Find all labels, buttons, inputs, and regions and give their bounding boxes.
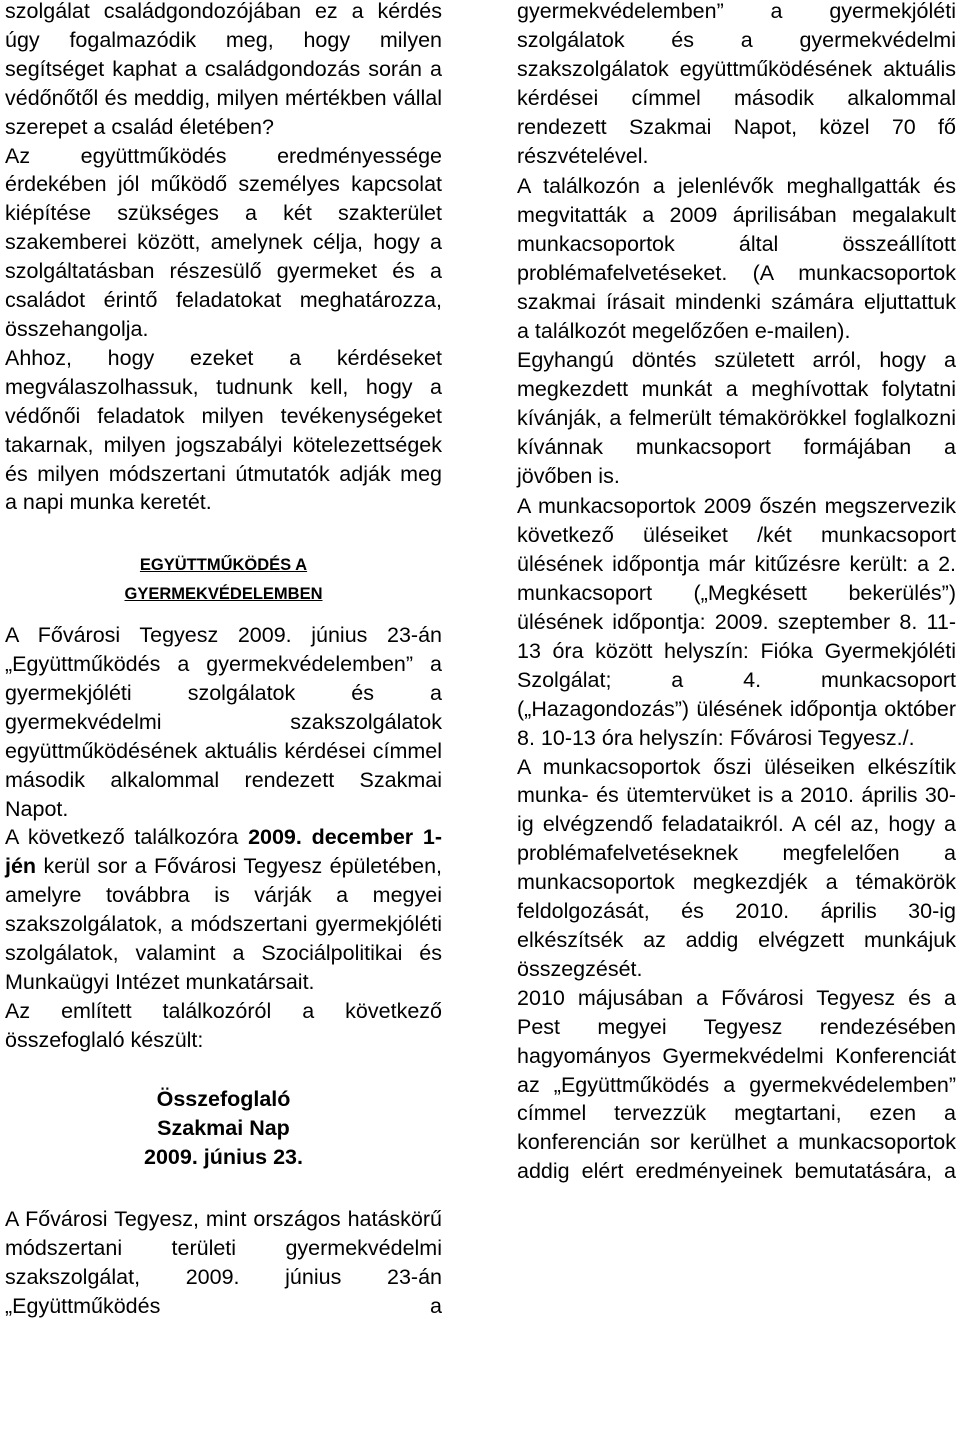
text-span: A következő találkozóra — [5, 825, 249, 850]
paragraph: szolgálat családgondozójában ez a kérdés úgy fogalmazódik meg, hogy milyen segítséget kaphat a családgondozás során a védőnőtől és meddig, milyen mértékben vállal szerepet a család életében? — [5, 0, 442, 139]
summary-title: Összefoglaló — [156, 1086, 291, 1111]
meeting-date: 2009. december 1-jén — [5, 825, 442, 879]
paragraph: Egyhangú döntés született arról, hogy a megkezdett munkát a meghívottak folytatni kívánják, a felmerült témakörökkel foglalkozni kívánnak munkacsoport formájában a jövőben is. — [517, 347, 956, 488]
heading-line: GYERMEKVÉDELEMBEN — [124, 585, 323, 604]
summary-date: 2009. június 23. — [144, 1144, 303, 1169]
paragraph: 2010 májusában a Fővárosi Tegyesz és a Pest megyei Tegyesz rendezésében hagyományos Gyermekvédelmi Konferenciát az „Együttműködés a gyermekvédelemben” címmel tervezzük megtartani, ezen a konferencián sor kerülhet a munkacsoportok addig elért eredményeinek bemutatására, a — [517, 985, 956, 1184]
paragraph: A Fővárosi Tegyesz 2009. június 23-án „Együttműködés a gyermekvédelemben” a gyermekjóléti szolgálatok és a gyermekvédelmi szakszolgálatok együttműködésének aktuális kérdései címmel második alkalommal rendezett Szakmai Napot. — [5, 623, 442, 821]
paragraph: gyermekvédelemben” a gyermekjóléti szolgálatok és a gyermekvédelmi szakszolgálatok együttműködésének aktuális kérdései címmel második alkalommal rendezett Szakmai Napot, közel 70 fő részvételével. — [517, 0, 956, 168]
summary-title-block — [5, 1055, 442, 1206]
section-heading — [5, 517, 442, 621]
paragraph: Az együttműködés eredményessége érdekében jól működő személyes kapcsolat kiépítése szükséges a két szakterület szakemberei között, amelynek célja, hogy a szolgáltatásban részesülő gyermeket és a családot érintő feladatokat meghatározza, összehangolja. — [5, 143, 442, 341]
paragraph: A munkacsoportok őszi üléseiken elkészítik munka- és ütemtervüket is a 2010. április 30-ig elvégzendő feladataikról. A cél az, hogy a problémafelvetéseknek megfelelően a munkacsoportok megkezdjék a témakörök feldolgozását, és 2010. április 30-ig elkészítsék az addig elvégzett munkájuk összegzését. — [517, 754, 956, 981]
left-column — [5, 0, 442, 1321]
paragraph: A Fővárosi Tegyesz, mint országos hatáskörű módszertani területi gyermekvédelmi szakszolgálat, 2009. június 23-án „Együttműködés a — [5, 1207, 442, 1319]
paragraph: A munkacsoportok 2009 őszén megszervezik következő üléseiket /két munkacsoport ülésének időpontja már kitűzésre került: a 2. munkacsoport („Megkésett bekerülés”) ülésének időpontja: 2009. szeptember 8. 11-13 óra között helyszín: Fióka Gyermekjóléti Szolgálat; a 4. munkacsoport („Hazagondozás”) ülésének időpontja október 8. 10-13 óra helyszín: Fővárosi Tegyesz./. — [517, 494, 956, 750]
paragraph: Ahhoz, hogy ezeket a kérdéseket megválaszolhassuk, tudnunk kell, hogy a védőnői feladatok milyen tevékenységeket takarnak, milyen jogszabályi kötelezettségek és milyen módszertani útmutatók adják meg a napi munka keretét. — [5, 345, 442, 515]
heading-line: EGYÜTTMŰKÖDÉS A — [139, 556, 308, 575]
right-column — [517, 0, 956, 1186]
paragraph-next-meeting — [5, 823, 442, 996]
text-span: kerül sor a Fővárosi Tegyesz épületében, amelyre továbbra is várják a megyei szakszolgálatok, a módszertani gyermekjóléti szolgálatok, valamint a Szociálpolitikai és Munkaügyi Intézet munkatársait. — [5, 854, 442, 994]
paragraph: A találkozón a jelenlévők meghallgatták és megvitatták a 2009 áprilisában megalakult munkacsoportok által összeállított problémafelvetéseket. (A munkacsoportok szakmai írásait mindenki számára eljuttattuk a találkozót megelőzően e-mailen). — [517, 174, 956, 343]
paragraph: Az említett találkozóról a következő összefoglaló készült: — [5, 998, 442, 1052]
summary-subtitle: Szakmai Nap — [157, 1115, 290, 1140]
